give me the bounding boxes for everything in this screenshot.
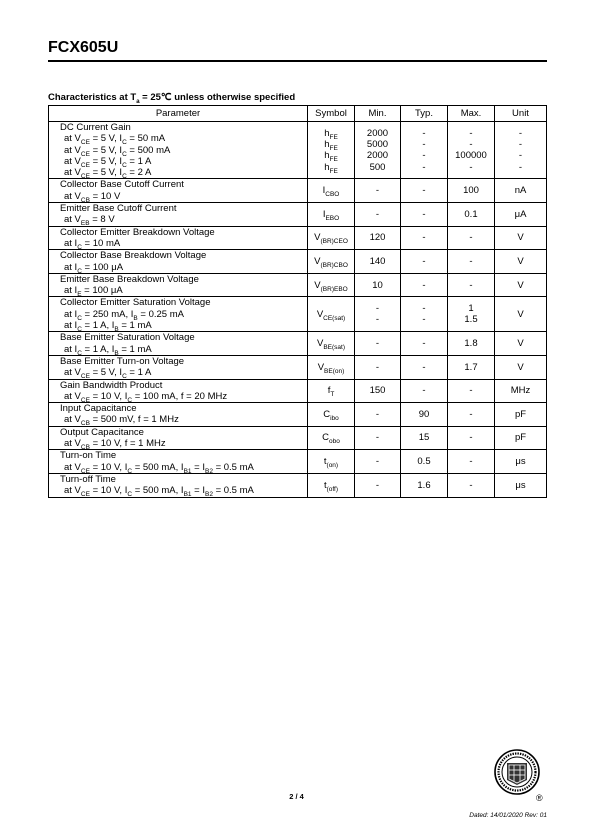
unit-cell-value: - <box>518 138 523 150</box>
table-row <box>49 226 547 250</box>
max-cell-value: - <box>469 279 473 291</box>
unit-cell-value: V <box>517 255 524 267</box>
symbol-cell-value: $V_{(BR)EBO}$ <box>314 279 348 293</box>
max-cell-value: 1 <box>468 303 474 315</box>
title-rule <box>48 60 547 62</box>
parameter-name: Collector Base Cutoff Current <box>60 179 184 191</box>
certification-seal-icon <box>494 749 540 795</box>
max-cell-value: - <box>469 127 473 139</box>
max-cell <box>448 122 495 179</box>
min-cell-value: 2000 <box>366 127 389 139</box>
unit-cell <box>495 226 547 250</box>
page-title: FCX605U <box>48 39 119 56</box>
parameter-name: Base Emitter Turn-on Voltage <box>60 355 185 367</box>
unit-cell <box>495 250 547 274</box>
max-cell <box>448 426 495 450</box>
symbol-cell-value: $I_{CBO}$ <box>322 185 340 199</box>
typ-cell-value: - <box>422 361 426 373</box>
parameter-cell <box>49 203 308 227</box>
test-condition: at $V_{CE} = 5$ V, $I_C = 2$ A <box>64 167 152 181</box>
min-cell <box>355 426 401 450</box>
test-condition: at $I_E = 100$ μA <box>64 285 123 299</box>
table-row <box>49 122 547 179</box>
min-cell-value: 500 <box>369 161 386 173</box>
parameter-name: Gain Bandwidth Product <box>60 379 163 391</box>
symbol-cell-value: $V_{(BR)CEO}$ <box>314 232 348 246</box>
symbol-cell <box>308 122 355 179</box>
min-cell-value: 140 <box>369 255 386 267</box>
max-cell <box>448 250 495 274</box>
table-row <box>49 355 547 379</box>
unit-cell-value: V <box>517 232 524 244</box>
unit-cell-value: V <box>517 337 524 349</box>
max-cell-value: 1.5 <box>464 314 478 326</box>
symbol-cell-value: $h_{FE}$ <box>324 138 338 152</box>
typ-cell-value: - <box>422 279 426 291</box>
min-cell-value: 10 <box>372 279 383 291</box>
unit-cell <box>495 426 547 450</box>
test-condition: at $I_C = 1$ A, $I_B = 1$ mA <box>64 320 152 333</box>
typ-cell-value: - <box>422 337 426 349</box>
min-cell <box>355 379 401 403</box>
min-cell-value: - <box>375 337 380 349</box>
typ-cell <box>401 122 448 179</box>
page-number: 2 / 4 <box>289 792 304 801</box>
symbol-cell-value: $C_{ibo}$ <box>323 408 339 422</box>
table-body <box>49 122 547 498</box>
typ-cell-value: - <box>422 255 426 267</box>
unit-cell <box>495 355 547 379</box>
symbol-cell-value: $I_{EBO}$ <box>322 208 340 222</box>
parameter-cell <box>49 226 308 250</box>
symbol-cell <box>308 179 355 203</box>
min-cell <box>355 226 401 250</box>
min-cell <box>355 403 401 427</box>
symbol-cell <box>308 203 355 227</box>
test-condition: at $I_C = 250$ mA, $I_B = 0.25$ mA <box>64 308 184 322</box>
min-cell <box>355 273 401 297</box>
symbol-cell-value: $V_{CE(sat)}$ <box>316 308 346 322</box>
unit-cell-value: μs <box>515 455 526 467</box>
symbol-cell-value: $h_{FE}$ <box>324 150 338 164</box>
parameter-name: Base Emitter Saturation Voltage <box>60 332 195 344</box>
min-cell <box>355 203 401 227</box>
unit-cell <box>495 203 547 227</box>
header-parameter: Parameter <box>49 106 308 122</box>
typ-cell-value: 15 <box>418 432 430 444</box>
max-cell <box>448 473 495 497</box>
header-unit: Unit <box>495 106 547 122</box>
typ-cell-value: - <box>422 385 426 397</box>
min-cell-value: - <box>375 479 380 491</box>
symbol-cell-value: $h_{FE}$ <box>324 161 338 175</box>
parameter-cell <box>49 426 308 450</box>
typ-cell-value: 1.6 <box>417 479 431 491</box>
max-cell <box>448 179 495 203</box>
unit-cell-value: μs <box>515 479 526 491</box>
min-cell-value: 120 <box>369 232 386 244</box>
max-cell-value: 100 <box>463 185 479 197</box>
test-condition: at $I_C = 10$ mA <box>64 237 121 251</box>
revision-date: Dated: 14/01/2020 Rev: 01 <box>469 812 547 819</box>
symbol-cell <box>308 403 355 427</box>
min-cell <box>355 297 401 332</box>
typ-cell-value: - <box>422 232 426 244</box>
unit-cell-value: MHz <box>510 385 531 397</box>
max-cell-value: - <box>469 455 473 467</box>
parameter-cell <box>49 450 308 474</box>
typ-cell-value: - <box>422 138 426 150</box>
unit-cell-value: pF <box>514 432 527 444</box>
min-cell <box>355 332 401 356</box>
typ-cell <box>401 273 448 297</box>
parameter-name: Collector Base Breakdown Voltage <box>60 250 207 262</box>
unit-cell <box>495 450 547 474</box>
symbol-cell <box>308 297 355 332</box>
parameter-cell <box>49 179 308 203</box>
symbol-cell <box>308 379 355 403</box>
min-cell-value: - <box>375 314 380 326</box>
parameter-name: Emitter Base Cutoff Current <box>60 203 177 215</box>
max-cell-value: - <box>469 232 473 244</box>
table-row <box>49 250 547 274</box>
header-typ: Typ. <box>401 106 448 122</box>
unit-cell-value: nA <box>514 185 527 197</box>
header-min: Min. <box>355 106 401 122</box>
parameter-name: DC Current Gain <box>60 122 131 133</box>
typ-cell-value: - <box>422 150 426 162</box>
symbol-cell <box>308 226 355 250</box>
test-condition: at $V_{CE} = 5$ V, $I_C = 50$ mA <box>64 133 166 147</box>
table-row <box>49 297 547 332</box>
min-cell-value: - <box>375 208 380 220</box>
unit-cell-value: - <box>518 127 523 139</box>
symbol-cell-value: $C_{obo}$ <box>322 432 340 446</box>
header-symbol: Symbol <box>308 106 355 122</box>
parameter-name: Collector Emitter Saturation Voltage <box>60 297 211 309</box>
section-heading: Characteristics at $T_a$ = 25℃ unless otherwise specified <box>48 92 296 105</box>
unit-cell-value: μA <box>514 208 527 220</box>
min-cell <box>355 122 401 179</box>
table-row <box>49 473 547 497</box>
max-cell-value: - <box>469 161 473 173</box>
test-condition: at $V_{CB} = 500$ mV, f = 1 MHz <box>64 414 179 428</box>
symbol-cell-value: $V_{(BR)CBO}$ <box>314 255 348 269</box>
symbol-cell <box>308 332 355 356</box>
symbol-cell-value: $V_{BE(sat)}$ <box>316 337 345 351</box>
max-cell-value: - <box>469 138 473 150</box>
test-condition: at $I_C = 1$ A, $I_B = 1$ mA <box>64 343 152 357</box>
max-cell <box>448 297 495 332</box>
parameter-cell <box>49 273 308 297</box>
typ-cell-value: 0.5 <box>417 455 431 467</box>
parameter-cell <box>49 403 308 427</box>
unit-cell-value: - <box>518 150 523 162</box>
min-cell <box>355 250 401 274</box>
typ-cell-value: - <box>422 127 426 139</box>
max-cell-value: 0.1 <box>464 208 478 220</box>
typ-cell <box>401 203 448 227</box>
max-cell <box>448 273 495 297</box>
min-cell-value: - <box>375 455 380 467</box>
max-cell-value: 1.7 <box>464 361 478 373</box>
symbol-cell-value: $V_{BE(on)}$ <box>317 361 345 375</box>
min-cell-value: - <box>375 361 380 373</box>
typ-cell <box>401 355 448 379</box>
test-condition: at $V_{CB} = 10$ V <box>64 190 121 204</box>
parameter-name: Emitter Base Breakdown Voltage <box>60 273 199 285</box>
typ-cell <box>401 379 448 403</box>
table-row <box>49 273 547 297</box>
parameter-cell <box>49 297 308 332</box>
min-cell <box>355 355 401 379</box>
table-row <box>49 379 547 403</box>
table-row <box>49 403 547 427</box>
unit-cell <box>495 179 547 203</box>
table-row <box>49 450 547 474</box>
table-row <box>49 426 547 450</box>
parameter-cell <box>49 379 308 403</box>
table-header-row <box>49 106 547 122</box>
test-condition: at $V_{EB} = 8$ V <box>64 214 115 228</box>
max-cell-value: - <box>469 408 473 420</box>
typ-cell-value: - <box>422 208 426 220</box>
unit-cell <box>495 297 547 332</box>
max-cell-value: 100000 <box>455 150 487 162</box>
typ-cell <box>401 250 448 274</box>
max-cell <box>448 226 495 250</box>
test-condition: at $V_{CE} = 5$ V, $I_C = 1$ A <box>64 367 152 381</box>
unit-cell <box>495 473 547 497</box>
typ-cell <box>401 426 448 450</box>
parameter-cell <box>49 332 308 356</box>
min-cell <box>355 473 401 497</box>
header-max: Max. <box>448 106 495 122</box>
parameter-name: Collector Emitter Breakdown Voltage <box>60 226 215 238</box>
symbol-cell-value: $h_{FE}$ <box>324 127 338 141</box>
test-condition: at $V_{CE} = 5$ V, $I_C = 1$ A <box>64 155 152 169</box>
test-condition: at $V_{CB} = 10$ V, f = 1 MHz <box>64 438 166 451</box>
table-row <box>49 203 547 227</box>
min-cell-value: 2000 <box>366 150 389 162</box>
symbol-cell <box>308 273 355 297</box>
parameter-cell <box>49 250 308 274</box>
max-cell <box>448 332 495 356</box>
typ-cell-value: - <box>422 161 426 173</box>
typ-cell <box>401 450 448 474</box>
min-cell-value: - <box>375 303 380 315</box>
typ-cell-value: - <box>422 303 426 315</box>
symbol-cell <box>308 473 355 497</box>
typ-cell <box>401 226 448 250</box>
registered-mark: ® <box>536 793 543 803</box>
table-row <box>49 179 547 203</box>
symbol-cell <box>308 250 355 274</box>
max-cell-value: - <box>469 385 473 397</box>
typ-cell <box>401 403 448 427</box>
test-condition: at $V_{CE} = 10$ V, $I_C = 500$ mA, $I_{B1} = I_{B2} = 0.5$ mA <box>64 485 254 499</box>
min-cell <box>355 179 401 203</box>
symbol-cell-value: $t_{(on)}$ <box>323 455 339 469</box>
max-cell <box>448 355 495 379</box>
typ-cell <box>401 297 448 332</box>
parameter-cell <box>49 355 308 379</box>
unit-cell-value: - <box>518 161 523 173</box>
test-condition: at $V_{CE} = 10$ V, $I_C = 500$ mA, $I_{B1} = I_{B2} = 0.5$ mA <box>64 461 254 475</box>
unit-cell <box>495 122 547 179</box>
table-row <box>49 332 547 356</box>
parameter-cell <box>49 122 308 179</box>
unit-cell-value: V <box>517 361 524 373</box>
typ-cell-value: - <box>422 185 426 197</box>
symbol-cell-value: $t_{(off)}$ <box>323 479 339 493</box>
max-cell-value: - <box>469 432 473 444</box>
characteristics-table <box>48 105 547 498</box>
typ-cell <box>401 179 448 203</box>
test-condition: at $I_C = 100$ μA <box>64 261 124 275</box>
max-cell <box>448 403 495 427</box>
min-cell-value: 150 <box>369 385 386 397</box>
min-cell-value: - <box>375 185 380 197</box>
unit-cell <box>495 332 547 356</box>
unit-cell-value: V <box>517 279 524 291</box>
symbol-cell-value: $f_T$ <box>327 385 335 399</box>
parameter-name: Input Capacitance <box>60 403 137 415</box>
unit-cell-value: V <box>517 308 524 320</box>
symbol-cell <box>308 355 355 379</box>
test-condition: at $V_{CE} = 5$ V, $I_C = 500$ mA <box>64 144 171 158</box>
parameter-name: Turn-off Time <box>60 473 116 485</box>
min-cell <box>355 450 401 474</box>
parameter-name: Turn-on Time <box>60 450 117 462</box>
typ-cell-value: 90 <box>418 408 430 420</box>
max-cell <box>448 203 495 227</box>
min-cell-value: 5000 <box>366 138 389 150</box>
min-cell-value: - <box>375 408 380 420</box>
unit-cell <box>495 379 547 403</box>
max-cell <box>448 450 495 474</box>
symbol-cell <box>308 450 355 474</box>
min-cell-value: - <box>375 432 380 444</box>
unit-cell <box>495 273 547 297</box>
test-condition: at $V_{CE} = 10$ V, $I_C = 100$ mA, f = 20 MHz <box>64 390 228 404</box>
symbol-cell <box>308 426 355 450</box>
max-cell-value: 1.8 <box>464 337 478 349</box>
max-cell-value: - <box>469 255 473 267</box>
unit-cell <box>495 403 547 427</box>
typ-cell <box>401 473 448 497</box>
parameter-cell <box>49 473 308 497</box>
unit-cell-value: pF <box>514 408 527 420</box>
typ-cell-value: - <box>422 314 426 326</box>
parameter-name: Output Capacitance <box>60 426 144 438</box>
max-cell <box>448 379 495 403</box>
typ-cell <box>401 332 448 356</box>
max-cell-value: - <box>469 479 473 491</box>
